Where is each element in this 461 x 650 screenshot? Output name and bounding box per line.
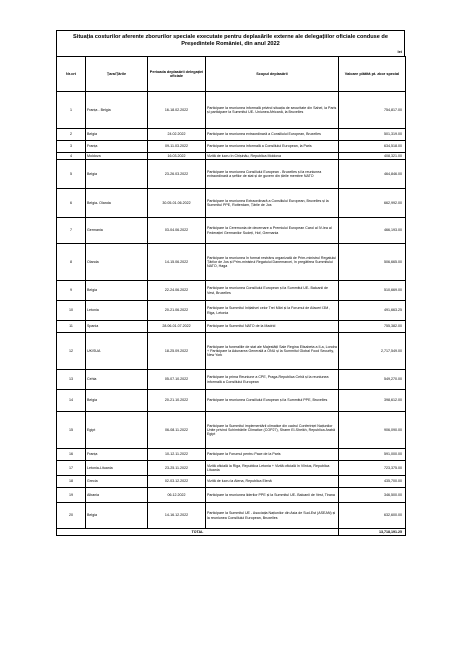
row-period: 09-11.03.2022 bbox=[148, 141, 206, 153]
row-number: 18 bbox=[57, 476, 86, 488]
document-sheet bbox=[56, 30, 405, 536]
row-country: Moldova bbox=[86, 153, 148, 160]
row-purpose: Participare la reuniunea Extraordinară a Consiliului European, Bruxelles și la Summitul PPE, Rotterdam, Țările de Jos bbox=[206, 189, 339, 218]
row-number: 12 bbox=[57, 333, 86, 370]
table-header-row bbox=[57, 57, 406, 92]
row-period: 10-12.11.2022 bbox=[148, 449, 206, 461]
row-number: 5 bbox=[57, 160, 86, 189]
header-valoare: Valoare plătită pt. zbor special bbox=[339, 57, 406, 92]
row-number: 8 bbox=[57, 244, 86, 281]
total-label: TOTAL bbox=[57, 529, 339, 536]
row-country: Franța - Belgia bbox=[86, 92, 148, 129]
header-tara: Țara/Țările bbox=[86, 57, 148, 92]
row-value: 2,717,549.00 bbox=[339, 333, 406, 370]
row-value: 906,090.00 bbox=[339, 412, 406, 449]
row-purpose: Participare la reuniunea informală a Consiliului European, la Paris bbox=[206, 141, 339, 153]
row-number: 16 bbox=[57, 449, 86, 461]
row-period: 16-18.02.2022 bbox=[148, 92, 206, 129]
row-country: Belgia- Olanda bbox=[86, 189, 148, 218]
row-value: 464,846.00 bbox=[339, 160, 406, 189]
total-value: 13,718,191.25 bbox=[339, 529, 406, 536]
row-purpose: Participare la funeraliile de stat ale Majestății Sale Regina Elisabeta a II-a, Londra + Participare la Adunarea Generală a ONU și la Summitul Global Food Security, New York bbox=[206, 333, 339, 370]
row-country: Letonia-Lituania bbox=[86, 461, 148, 476]
row-number: 4 bbox=[57, 153, 86, 160]
row-purpose: Participare la Forumul pentru Pace de la Paris bbox=[206, 449, 339, 461]
row-country: UK/SUA bbox=[86, 333, 148, 370]
row-value: 632,600.00 bbox=[339, 503, 406, 529]
table-row bbox=[57, 92, 406, 129]
row-value: 346,500.00 bbox=[339, 488, 406, 503]
row-country: Grecia bbox=[86, 476, 148, 488]
row-number: 1 bbox=[57, 92, 86, 129]
row-purpose: Vizită oficială la Riga, Republica Letonia + Vizită oficială în Vilnius, Republica Lituania bbox=[206, 461, 339, 476]
row-value: 398,612.00 bbox=[339, 390, 406, 412]
row-purpose: Participare la reuniunea informală privind situația de securitate din Sahel, la Paris și participare la Summitul UE- Uniunea Africană, la Bruxelles bbox=[206, 92, 339, 129]
row-number: 7 bbox=[57, 218, 86, 244]
row-country: Franța bbox=[86, 141, 148, 153]
header-perioada: Perioada deplasării delegației oficiale bbox=[148, 57, 206, 92]
row-number: 19 bbox=[57, 488, 86, 503]
row-purpose: Vizită de lucru în Chișinău, Republica Moldova bbox=[206, 153, 339, 160]
row-number: 15 bbox=[57, 412, 86, 449]
row-value: 408,321.00 bbox=[339, 153, 406, 160]
table-row bbox=[57, 333, 406, 370]
row-country: Egipt bbox=[86, 412, 148, 449]
row-purpose: Participare la reuniunea liderilor PPE și la Summitul UE- Balcanii de Vest, Tirana bbox=[206, 488, 339, 503]
table-row bbox=[57, 281, 406, 301]
row-number: 17 bbox=[57, 461, 86, 476]
row-period: 30.05-01.06.2022 bbox=[148, 189, 206, 218]
table-row bbox=[57, 488, 406, 503]
row-purpose: Participare la reuniunea Consiliului European - Bruxelles și la reuniunea extraordinară a șefilor de stat și de guvern din țările membre NATO bbox=[206, 160, 339, 189]
row-period: 20-21.10.2022 bbox=[148, 390, 206, 412]
row-number: 20 bbox=[57, 503, 86, 529]
row-period: 23-25.11.2022 bbox=[148, 461, 206, 476]
row-number: 11 bbox=[57, 321, 86, 333]
table-row bbox=[57, 141, 406, 153]
row-period: 16.03.2022 bbox=[148, 153, 206, 160]
row-value: 549,270.00 bbox=[339, 370, 406, 390]
row-purpose: Vizită de lucru la Atena, Republica Elenă bbox=[206, 476, 339, 488]
table-row bbox=[57, 476, 406, 488]
table-row bbox=[57, 301, 406, 321]
row-number: 3 bbox=[57, 141, 86, 153]
row-value: 723,375.00 bbox=[339, 461, 406, 476]
row-purpose: Participare la Ceremonia de decernare a Premiului European Carol al IV-lea al Federației Germanilor Sudeți, Hof, Germania bbox=[206, 218, 339, 244]
row-value: 510,669.00 bbox=[339, 281, 406, 301]
row-country: Belgia bbox=[86, 129, 148, 141]
row-value: 591,000.00 bbox=[339, 449, 406, 461]
currency-unit: lei bbox=[56, 49, 405, 56]
row-purpose: Participare la Summitul Inițiativei celor Trei Mări și la Forumul de Afaceri I3M , Riga, Letonia bbox=[206, 301, 339, 321]
row-country: Cehia bbox=[86, 370, 148, 390]
row-country: Belgia bbox=[86, 390, 148, 412]
row-purpose: Participare la Summitul implementării climatice din cadrul Conferinței Națiunilor Unite privind Schimbările Climatice (COP27), Sharm El-Sheikh, Republica Arabă Egipt bbox=[206, 412, 339, 449]
table-row bbox=[57, 218, 406, 244]
row-period: 23-26.03.2022 bbox=[148, 160, 206, 189]
row-period: 28.06-01.07.2022 bbox=[148, 321, 206, 333]
row-purpose: Participare la reuniunea extraordinară a Consiliului European, Bruxelles bbox=[206, 129, 339, 141]
table-row bbox=[57, 449, 406, 461]
row-period: 02-03.12.2022 bbox=[148, 476, 206, 488]
document-title: Situația costurilor aferente zborurilor speciale executate pentru deplasările externe ale delegațiilor oficiale conduse de Președintele României, din anul 2022 bbox=[56, 30, 405, 49]
row-number: 9 bbox=[57, 281, 86, 301]
row-value: 435,700.00 bbox=[339, 476, 406, 488]
row-purpose: Participare la Summitul NATO de la Madrid bbox=[206, 321, 339, 333]
row-period: 03-04.06.2022 bbox=[148, 218, 206, 244]
row-value: 506,665.00 bbox=[339, 244, 406, 281]
cost-table bbox=[56, 56, 406, 536]
row-period: 22-24.06.2022 bbox=[148, 281, 206, 301]
table-row bbox=[57, 370, 406, 390]
row-period: 06-08.11.2022 bbox=[148, 412, 206, 449]
row-country: Germania bbox=[86, 218, 148, 244]
table-row bbox=[57, 129, 406, 141]
row-country: Spania bbox=[86, 321, 148, 333]
row-value: 634,518.00 bbox=[339, 141, 406, 153]
row-number: 14 bbox=[57, 390, 86, 412]
row-value: 755,382.00 bbox=[339, 321, 406, 333]
row-number: 13 bbox=[57, 370, 86, 390]
table-row bbox=[57, 153, 406, 160]
table-row bbox=[57, 461, 406, 476]
row-country: Albania bbox=[86, 488, 148, 503]
row-country: Belgia bbox=[86, 503, 148, 529]
row-period: 05-07.10.2022 bbox=[148, 370, 206, 390]
row-country: Belgia bbox=[86, 281, 148, 301]
row-country: Franța bbox=[86, 449, 148, 461]
header-nr: Nr.crt bbox=[57, 57, 86, 92]
table-row bbox=[57, 321, 406, 333]
row-value: 501,319.00 bbox=[339, 129, 406, 141]
row-purpose: Participare la reuniunea Consiliului European și la Summitul UE- Balcanii de Vest, Bruxelles bbox=[206, 281, 339, 301]
table-row bbox=[57, 244, 406, 281]
row-value: 491,663.25 bbox=[339, 301, 406, 321]
table-row bbox=[57, 412, 406, 449]
row-country: Letonia bbox=[86, 301, 148, 321]
table-row bbox=[57, 503, 406, 529]
row-period: 14-15.06.2022 bbox=[148, 244, 206, 281]
table-row bbox=[57, 160, 406, 189]
row-value: 754,817.00 bbox=[339, 92, 406, 129]
row-period: 14-16.12.2022 bbox=[148, 503, 206, 529]
row-number: 10 bbox=[57, 301, 86, 321]
table-row bbox=[57, 189, 406, 218]
row-period: 20-21.06.2022 bbox=[148, 301, 206, 321]
row-purpose: Participare la Summitul UE - Asociația Națiunilor din Asia de Sud-Est (ASEAN) și la reuniunea Consiliului European, Bruxelles bbox=[206, 503, 339, 529]
row-period: 18-25.09.2022 bbox=[148, 333, 206, 370]
row-country: Belgia bbox=[86, 160, 148, 189]
row-value: 466,193.00 bbox=[339, 218, 406, 244]
row-country: Olanda bbox=[86, 244, 148, 281]
row-value: 662,992.00 bbox=[339, 189, 406, 218]
row-number: 6 bbox=[57, 189, 86, 218]
total-row bbox=[57, 529, 406, 536]
row-purpose: Participare la reuniunea în format restrâns organizată de Prim-ministrul Regatului Țărilor de Jos și Prim-ministrul Regatului Danemarcei, în pregătirea Summitului NATO, Haga bbox=[206, 244, 339, 281]
header-scop: Scopul deplasării bbox=[206, 57, 339, 92]
row-period: 06.12.2022 bbox=[148, 488, 206, 503]
row-purpose: Participare la reuniunea Consiliului European și la Summitul PPE, Bruxelles bbox=[206, 390, 339, 412]
row-number: 2 bbox=[57, 129, 86, 141]
row-period: 24.02.2022 bbox=[148, 129, 206, 141]
row-purpose: Participare la prima Reuniune a CPE, Praga-Republica Cehă și la reuniunea informală a Consiliului European bbox=[206, 370, 339, 390]
table-row bbox=[57, 390, 406, 412]
